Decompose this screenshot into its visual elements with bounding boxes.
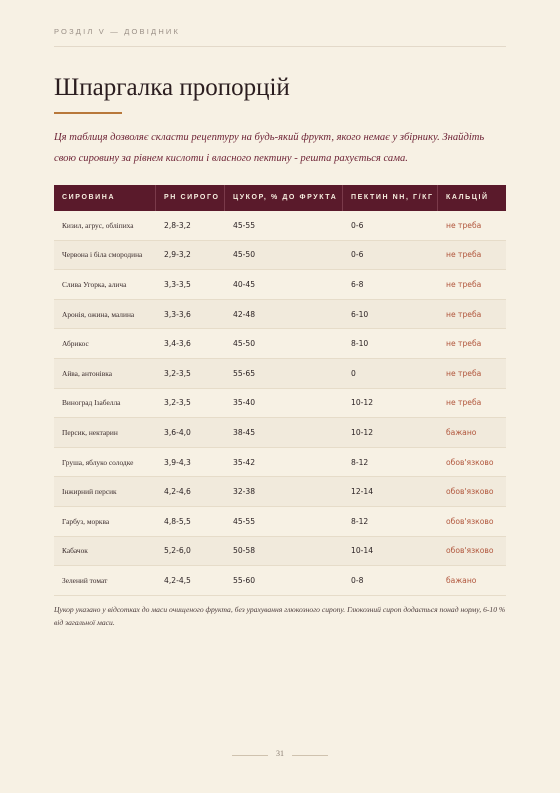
cell-sugar: 45-50 [233,339,256,349]
header-raw-material: СИРОВИНА [54,185,156,211]
cell-sugar: 42-48 [233,309,256,319]
cell-calcium: не треба [446,250,482,260]
cell-calcium: не треба [446,279,482,289]
table-row [54,329,506,359]
cell-ph: 3,3-3,6 [164,309,191,319]
cell-raw-material: Інжирний персик [62,487,117,497]
cell-raw-material: Персик, нектарин [62,427,118,437]
cell-pectin: 12-14 [351,487,374,497]
page [54,0,506,793]
cell-pectin: 10-12 [351,398,374,408]
cell-calcium: обов'язково [446,457,494,467]
table-row [54,448,506,478]
cell-raw-material: Слива Угорка, алича [62,279,127,289]
section-label: РОЗДІЛ V — ДОВІДНИК [54,27,181,36]
table-row [54,566,506,596]
header-pectin: ПЕКТИН NH, Г/КГ [343,185,438,211]
cell-sugar: 35-42 [233,457,256,467]
table-row [54,537,506,567]
cell-sugar: 38-45 [233,427,256,437]
cell-calcium: не треба [446,398,482,408]
cell-ph: 3,2-3,5 [164,368,191,378]
cell-calcium: бажано [446,575,477,585]
table-body [54,211,506,596]
cell-calcium: не треба [446,220,482,230]
cell-ph: 5,2-6,0 [164,546,191,556]
table-row [54,211,506,241]
cell-sugar: 35-40 [233,398,256,408]
cell-raw-material: Кабачок [62,546,88,556]
cell-pectin: 6-8 [351,279,364,289]
cell-ph: 2,9-3,2 [164,250,191,260]
cell-ph: 4,2-4,6 [164,487,191,497]
cell-ph: 3,4-3,6 [164,339,191,349]
cell-raw-material: Груша, яблуко солодке [62,457,134,467]
cell-raw-material: Червона і біла смородина [62,250,143,260]
table-row [54,241,506,271]
cell-sugar: 45-55 [233,516,256,526]
cell-pectin: 0 [351,368,356,378]
cell-calcium: обов'язково [446,546,494,556]
cell-sugar: 40-45 [233,279,256,289]
cell-sugar: 32-38 [233,487,256,497]
cell-sugar: 55-65 [233,368,256,378]
cell-calcium: не треба [446,309,482,319]
cell-ph: 3,2-3,5 [164,398,191,408]
cell-sugar: 45-50 [233,250,256,260]
cell-calcium: бажано [446,427,477,437]
cell-calcium: обов'язково [446,487,494,497]
cell-pectin: 10-12 [351,427,374,437]
table-row [54,418,506,448]
cell-ph: 4,2-4,5 [164,575,191,585]
page-title: Шпаргалка пропорцій [54,74,290,101]
cell-sugar: 45-55 [233,220,256,230]
cell-ph: 3,6-4,0 [164,427,191,437]
header-calcium: КАЛЬЦІЙ [446,194,489,201]
table-row [54,507,506,537]
cell-pectin: 6-10 [351,309,369,319]
table-header [54,185,506,211]
cell-calcium: не треба [446,339,482,349]
cell-ph: 2,8-3,2 [164,220,191,230]
cell-raw-material: Абрикос [62,339,89,349]
page-number-rule-left [232,755,268,756]
cell-raw-material: Кизил, агрус, обліпиха [62,220,134,230]
table-row [54,477,506,507]
intro-text: Ця таблиця дозволяє скласти рецептуру на будь-який фрукт, якого немає у збірнику. Знайдіть свою сировину за рівнем кислоти і власного пектину - решта рахується сама. [54,132,485,164]
cell-ph: 3,3-3,5 [164,279,191,289]
title-underline [54,112,122,114]
table-row [54,389,506,419]
header-sugar: ЦУКОР, % ДО ФРУКТА [225,185,343,211]
top-divider [54,46,506,47]
cell-pectin: 0-6 [351,220,364,230]
cell-calcium: не треба [446,368,482,378]
cell-pectin: 8-12 [351,457,369,467]
cell-pectin: 8-12 [351,516,369,526]
cell-raw-material: Айва, антонівка [62,368,112,378]
cell-raw-material: Гарбуз, морква [62,516,110,526]
proportions-table [54,185,506,596]
cell-pectin: 0-6 [351,250,364,260]
cell-raw-material: Аронія, ожина, малина [62,309,135,319]
cell-raw-material: Зелений томат [62,575,108,585]
page-number: 31 [276,749,284,758]
footnote: Цукор указано у відсотках до маси очищеного фрукта, без урахування глюкозного сиропу. Глюкозний сироп додається понад норму, 6-10 % від загальної маси. [54,605,506,627]
table-row [54,359,506,389]
cell-sugar: 55-60 [233,575,256,585]
cell-pectin: 0-8 [351,575,364,585]
table-row [54,300,506,330]
cell-ph: 4,8-5,5 [164,516,191,526]
cell-pectin: 8-10 [351,339,369,349]
cell-calcium: обов'язково [446,516,494,526]
cell-sugar: 50-58 [233,546,256,556]
cell-raw-material: Виноград Ізабелла [62,398,121,408]
cell-pectin: 10-14 [351,546,374,556]
table-row [54,270,506,300]
cell-ph: 3,9-4,3 [164,457,191,467]
page-number-rule-right [292,755,328,756]
header-ph: PH СИРОГО [156,185,225,211]
